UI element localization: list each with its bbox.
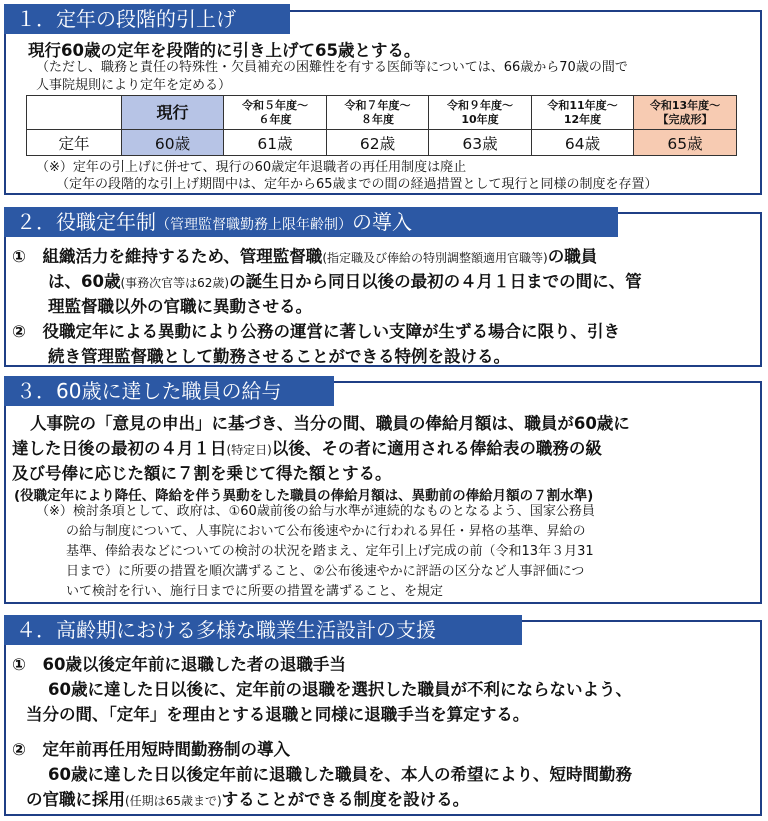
table-header-cell: 令和13年度～ 【完成形】: [634, 96, 737, 130]
section-4-item-2-heading: ② 定年前再任用短時間勤務制の導入: [12, 740, 290, 759]
section-2-item-1-line-1: ① 組織活力を維持するため、管理監督職(指定職及び俸給の特別調整額適用官職等)の職員: [12, 247, 598, 266]
section-1-title: １．定年の段階的引上げ: [4, 4, 290, 34]
table-header-cell: 令和11年度～ 12年度: [532, 96, 634, 130]
table-cell: 61歳: [224, 130, 327, 156]
table-header-cell: 現行: [122, 96, 224, 130]
section-2-item-1-line-3: 理監督職以外の官職に異動させる。: [48, 297, 312, 316]
table-header-cell: 令和７年度～ ８年度: [327, 96, 429, 130]
table-header-row: [27, 96, 737, 130]
section-4-item-1-heading: ① 60歳以後定年前に退職した者の退職手当: [12, 655, 346, 674]
section-3-paragraph-line-3: 及び号俸に応じた額に７割を乗じて得た額とする。: [12, 464, 392, 483]
section-4-item-1-line-1: 60歳に達した日以後に、定年前の退職を選択した職員が不利にならないよう、: [48, 680, 632, 699]
table-cell: 62歳: [327, 130, 429, 156]
table-cell: 65歳: [634, 130, 737, 156]
section-3-note-line-3: 基準、俸給表などについての検討の状況を踏まえ、定年引上げ完成の前（令和13年３月31: [66, 544, 594, 559]
table-cell: 60歳: [122, 130, 224, 156]
section-3-demotion-note: (役職定年により降任、降給を伴う異動をした職員の俸給月額は、異動前の俸給月額の７割水準): [14, 488, 594, 504]
section-4-item-1-line-2: 当分の間、「定年」を理由とする退職と同様に退職手当を算定する。: [26, 705, 530, 724]
section-3-note-line-4: 日まで）に所要の措置を順次講ずること、②公布後速やかに評語の区分など人事評価につ: [66, 564, 585, 579]
section-4-title: ４．高齢期における多様な職業生活設計の支援: [4, 615, 522, 645]
section-4-item-2-line-2: の官職に採用(任期は65歳まで)することができる制度を設ける。: [26, 790, 470, 809]
section-1-footnote-1: （※）定年の引上げに併せて、現行の60歳定年退職者の再任用制度は廃止: [36, 160, 467, 175]
table-cell: 64歳: [532, 130, 634, 156]
section-4-item-2-line-1: 60歳に達した日以後定年前に退職した職員を、本人の希望により、短時間勤務: [48, 765, 632, 784]
section-1-lead: 現行60歳の定年を段階的に引き上げて65歳とする。: [28, 41, 421, 60]
table-header-cell: [27, 96, 122, 130]
section-3-paragraph-line-2: 達した日後の最初の４月１日(特定日)以後、その者に適用される俸給表の職務の級: [12, 439, 602, 458]
table-row: [27, 130, 737, 156]
section-1-footnote-2: （定年の段階的な引上げ期間中は、定年から65歳までの間の経過措置として現行と同様の制度を存置）: [56, 177, 658, 192]
section-3-note-line-1: （※）検討条項として、政府は、①60歳前後の給与水準が連続的なものとなるよう、国家公務員: [36, 504, 595, 519]
section-2-title: ２．役職定年制（管理監督職勤務上限年齢制）の導入: [4, 207, 618, 237]
section-2-item-2-line-2: 続き管理監督職として勤務させることができる特例を設ける。: [48, 347, 510, 366]
section-3-note-line-2: の給与制度について、人事院において公布後速やかに行われる昇任・昇格の基準、昇給の: [66, 524, 586, 539]
section-2-item-2-line-1: ② 役職定年による異動により公務の運営に著しい支障が生ずる場合に限り、引き: [12, 322, 620, 341]
section-3-paragraph-line-1: 人事院の「意見の申出」に基づき、当分の間、職員の俸給月額は、職員が60歳に: [30, 414, 630, 433]
table-header-cell: 令和９年度～ 10年度: [429, 96, 532, 130]
table-cell: 63歳: [429, 130, 532, 156]
section-1-note-line-1: （ただし、職務と責任の特殊性・欠員補充の困難性を有する医師等については、66歳から70歳の間で: [36, 60, 628, 75]
retirement-age-table: [26, 95, 737, 156]
section-3-title: ３．60歳に達した職員の給与: [4, 376, 334, 406]
table-header-cell: 令和５年度～ ６年度: [224, 96, 327, 130]
table-cell: 定年: [27, 130, 122, 156]
section-2-item-1-line-2: は、60歳(事務次官等は62歳)の誕生日から同日以後の最初の４月１日までの間に、管: [48, 272, 642, 291]
section-1-note-line-2: 人事院規則により定年を定める）: [36, 78, 232, 93]
section-3-note-line-5: いて検討を行い、施行日までに所要の措置を講ずること、を規定: [66, 584, 444, 599]
